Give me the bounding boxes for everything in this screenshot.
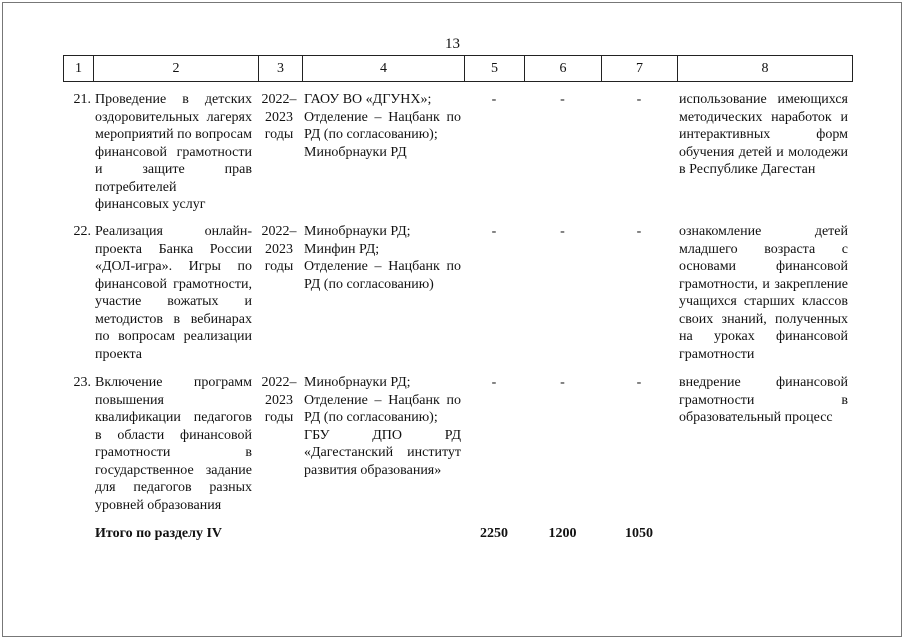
col7-value: - xyxy=(636,92,642,107)
page-number: 13 xyxy=(445,36,460,52)
column-header-1: 1 xyxy=(64,56,94,82)
executors-text: Минобрнауки РД; Минфин РД; Отделение – Нацбанк по РД (по согласованию) xyxy=(304,224,461,292)
column-header-7: 7 xyxy=(602,56,678,82)
row-number: 23. xyxy=(73,375,91,390)
col6-value: - xyxy=(560,375,565,390)
activity-text: Реализация онлайн-проекта Банка России «ДОЛ-игра». Игры по финансовой грамотности, участие вожатых и методистов в вебинарах по вопросам реализации проекта xyxy=(95,224,252,362)
activity-text: Проведение в детских оздоровительных лагерях мероприятий по вопросам финансовой грамотности и защите прав потребителей финансовых услуг xyxy=(95,92,252,212)
col5-value: - xyxy=(491,92,497,107)
total-col7: 1050 xyxy=(625,526,653,541)
column-header-2: 2 xyxy=(94,56,259,82)
col7-value: - xyxy=(636,375,642,390)
col6-value: - xyxy=(560,92,565,107)
result-text: ознакомление детей младшего возраста с основами финансовой грамотности, и закрепление учащихся старших классов своих знаний, полученных на уроках финансовой грамотности xyxy=(679,224,848,362)
result-text: внедрение финансовой грамотности в образовательный процесс xyxy=(679,375,848,425)
total-label: Итого по разделу IV xyxy=(95,526,223,541)
col5-value: - xyxy=(491,224,497,239)
total-col5: 2250 xyxy=(480,526,508,541)
total-col6: 1200 xyxy=(548,526,577,541)
row-number: 22. xyxy=(73,224,91,239)
years-text: 2022–2023 годы xyxy=(261,224,297,274)
years-text: 2022–2023 годы xyxy=(261,92,297,142)
col5-value: - xyxy=(491,375,497,390)
result-text: использование имеющихся методических наработок и интерактивных форм обучения детей и молодежи в Республике Дагестан xyxy=(679,92,848,177)
column-header-4: 4 xyxy=(303,56,465,82)
column-header-8: 8 xyxy=(678,56,853,82)
column-header-5: 5 xyxy=(465,56,525,82)
column-number-header xyxy=(63,55,853,82)
executors-text: ГАОУ ВО «ДГУНХ»; Отделение – Нацбанк по РД (по согласованию); Минобрнауки РД xyxy=(304,92,461,160)
col7-value: - xyxy=(636,224,642,239)
row-number: 21. xyxy=(73,92,91,107)
activity-text: Включение программ повышения квалификации педагогов в области финансовой грамотности в государственное задание для педагогов разных уровней образования xyxy=(95,375,252,513)
executors-text: Минобрнауки РД; Отделение – Нацбанк по РД (по согласованию); ГБУ ДПО РД «Дагестанский институт развития образования» xyxy=(304,375,461,478)
column-header-6: 6 xyxy=(525,56,602,82)
years-text: 2022–2023 годы xyxy=(261,375,297,425)
col6-value: - xyxy=(560,224,565,239)
column-header-3: 3 xyxy=(259,56,303,82)
